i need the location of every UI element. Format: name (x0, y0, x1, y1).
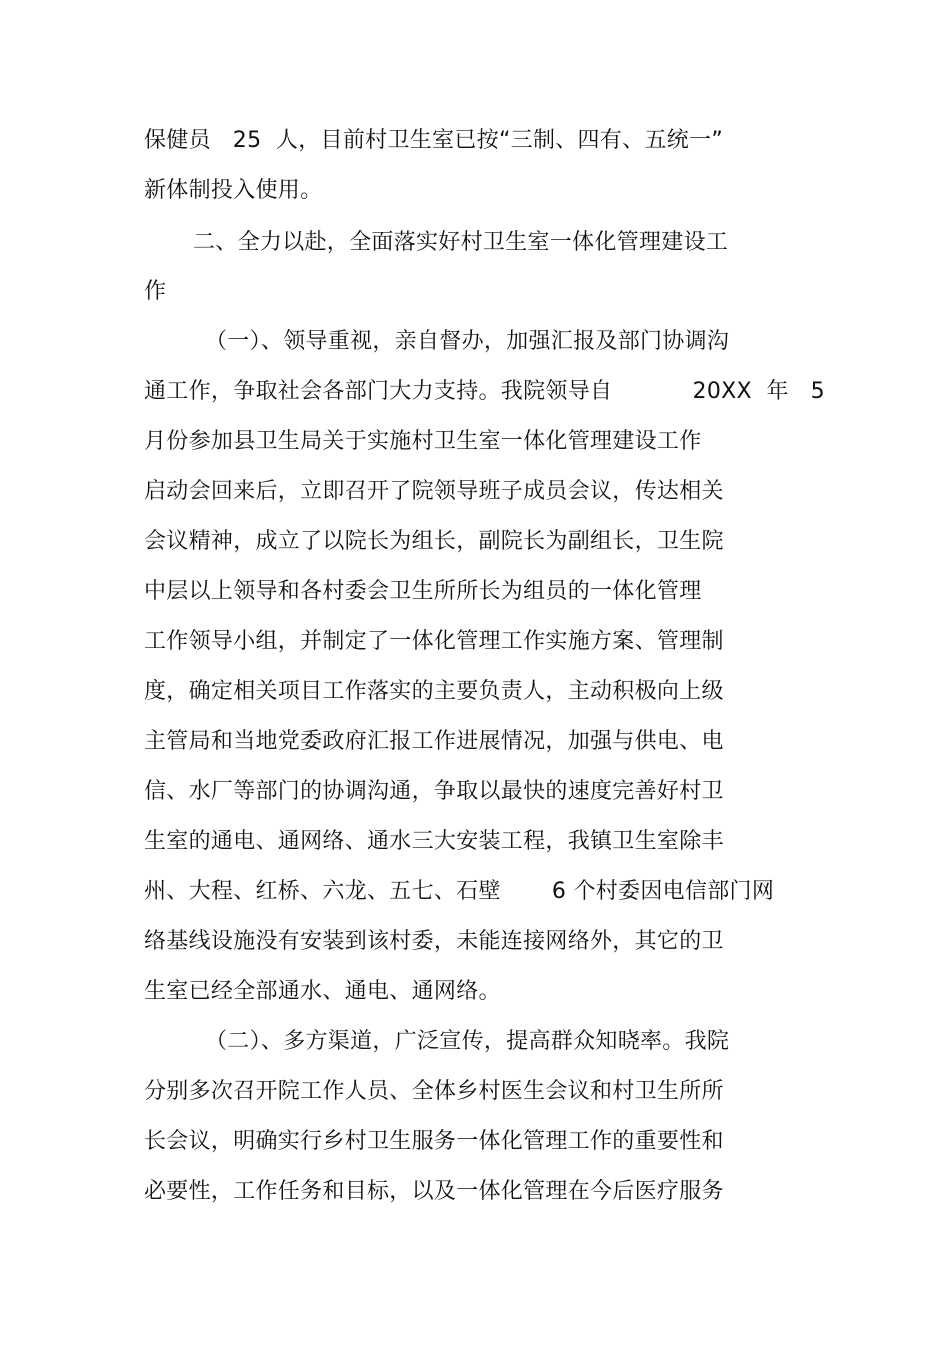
subsection-heading: （一）、领导重视，亲自督办，加强汇报及部门协调沟 (205, 329, 730, 354)
text-line: 新体制投入使用。 (144, 178, 323, 203)
text-line: 中层以上领导和各村委会卫生所所长为组员的一体化管理 (144, 579, 702, 604)
text-line: 生室的通电、通网络、通水三大安装工程，我镇卫生室除丰 (144, 829, 724, 854)
text-line: 会议精神，成立了以院长为组长，副院长为副组长，卫生院 (144, 529, 724, 554)
text-line: 保健员 25 人，目前村卫生室已按“三制、四有、五统一” (144, 128, 724, 153)
text-line: 作 (144, 279, 167, 304)
text-line: 信、水厂等部门的协调沟通，争取以最快的速度完善好村卫 (144, 779, 724, 804)
text-line: 长会议，明确实行乡村卫生服务一体化管理工作的重要性和 (144, 1129, 724, 1154)
text-line: 度，确定相关项目工作落实的主要负责人，主动积极向上级 (144, 679, 724, 704)
subsection-heading: （二）、多方渠道，广泛宣传，提高群众知晓率。我院 (205, 1029, 730, 1054)
text-line: 络基线设施没有安装到该村委，未能连接网络外，其它的卫 (144, 929, 724, 954)
text-line: 月份参加县卫生局关于实施村卫生室一体化管理建设工作 (144, 429, 702, 454)
text-line: 州、大程、红桥、六龙、五七、石壁 6 个村委因电信部门网 (144, 879, 775, 904)
text-line: 生室已经全部通水、通电、通网络。 (144, 979, 501, 1004)
text-line: 启动会回来后，立即召开了院领导班子成员会议，传达相关 (144, 479, 724, 504)
text-line: 工作领导小组，并制定了一体化管理工作实施方案、管理制 (144, 629, 724, 654)
text-line: 必要性，工作任务和目标，以及一体化管理在今后医疗服务 (144, 1179, 724, 1204)
section-heading: 二、全力以赴，全面落实好村卫生室一体化管理建设工 (193, 230, 729, 255)
text-line: 分别多次召开院工作人员、全体乡村医生会议和村卫生所所 (144, 1079, 724, 1104)
text-line: 通工作，争取社会各部门大力支持。我院领导自 20XX 年 5 (144, 379, 825, 404)
text-line: 主管局和当地党委政府汇报工作进展情况，加强与供电、电 (144, 729, 724, 754)
